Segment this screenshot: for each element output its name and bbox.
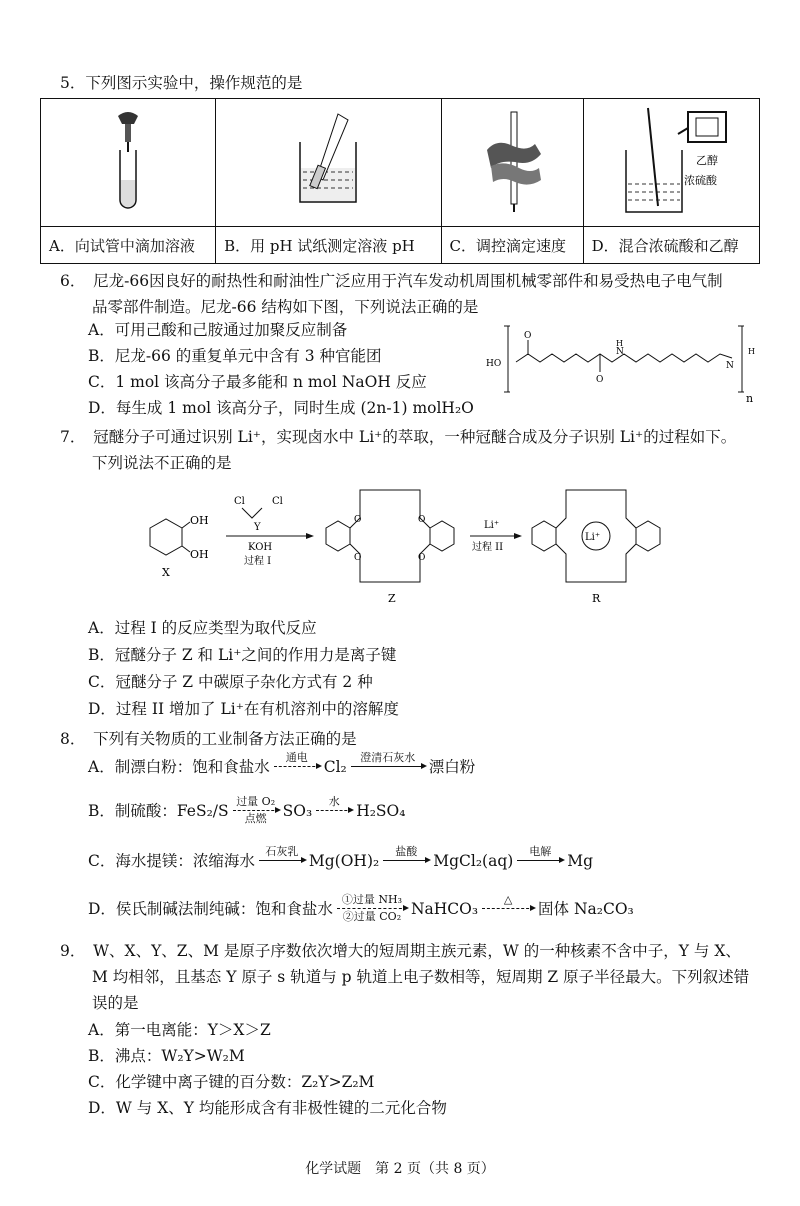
option-5c: C．调控滴定速度 xyxy=(441,227,583,264)
label-y: Y xyxy=(254,522,261,533)
option-8d-mid: NaHCO₃ xyxy=(410,899,479,918)
arrow-8b-1-top: 过量 O₂ xyxy=(236,795,276,808)
option-8c-prefix: C．海水提镁：浓缩海水 xyxy=(88,851,255,870)
option-8c-end: Mg xyxy=(567,851,594,870)
label-li-center: Li⁺ xyxy=(585,532,601,543)
label-r: R xyxy=(592,592,601,605)
arrow-8d-2-label: △ xyxy=(503,893,513,906)
question-7 xyxy=(60,424,760,476)
option-8a-mid: Cl₂ xyxy=(323,757,347,776)
label-o2: O xyxy=(596,375,604,385)
option-7d: D．过程 II 增加了 Li⁺在有机溶剂中的溶解度 xyxy=(88,700,399,718)
option-8c-mid2: MgCl₂(aq) xyxy=(433,851,514,870)
option-8d-prefix: D．侯氏制碱法制纯碱：饱和食盐水 xyxy=(88,899,333,918)
option-9a: A．第一电离能：Y＞X＞Z xyxy=(88,1021,271,1039)
option-7a: A．过程 I 的反应类型为取代反应 xyxy=(88,619,317,637)
option-8a-end: 漂白粉 xyxy=(428,757,476,776)
experiment-table xyxy=(40,98,760,264)
question-9-stem-1: 9． W、X、Y、Z、M 是原子序数依次增大的短周期主族元素，W 的一种核素不含中子，Y 与 X、 xyxy=(60,942,741,960)
option-8c xyxy=(88,846,593,875)
option-8b xyxy=(88,796,405,825)
option-8b-end: H₂SO₄ xyxy=(356,801,406,820)
option-8a-prefix: A．制漂白粉：饱和食盐水 xyxy=(88,757,270,776)
question-8-stem: 8． 下列有关物质的工业制备方法正确的是 xyxy=(60,730,357,748)
label-oh2: OH xyxy=(190,548,209,561)
option-8a xyxy=(88,752,475,781)
label-cl1: Cl xyxy=(234,496,245,507)
arrow-8d-1-top: ①过量 NH₃ xyxy=(341,893,402,906)
label-h1: H xyxy=(616,339,623,348)
question-9-stem-2: M 均相邻，且基态 Y 原子 s 轨道与 p 轨道上电子数相等，短周期 Z 原子半径最大。下列叙述错 xyxy=(92,968,750,986)
label-o1: O xyxy=(524,331,532,341)
option-5a: A．向试管中滴加溶液 xyxy=(41,227,216,264)
label-oh1: OH xyxy=(190,514,209,527)
arrow-8a-2-label: 澄清石灰水 xyxy=(360,751,416,764)
label-n2: N xyxy=(726,361,734,371)
option-8d-end: 固体 Na₂CO₃ xyxy=(538,899,634,918)
option-6d: D．每生成 1 mol 该高分子，同时生成 (2n-1) molH₂O xyxy=(88,399,474,417)
label-conc-sulfuric: 浓硫酸 xyxy=(684,173,718,187)
option-8b-mid: SO₃ xyxy=(282,801,313,820)
option-8b-prefix: B．制硫酸：FeS₂/S xyxy=(88,801,229,820)
arrow-8b-1-bottom: 点燃 xyxy=(244,812,267,825)
question-8 xyxy=(60,726,760,752)
question-7-stem-2: 下列说法不正确的是 xyxy=(92,454,232,472)
label-ho: HO xyxy=(486,359,502,369)
figure-b-ph-paper xyxy=(216,99,441,227)
option-9c: C．化学键中离子键的百分数：Z₂Y>Z₂M xyxy=(88,1073,375,1091)
label-z: Z xyxy=(388,592,396,605)
arrow-8b-2-label: 水 xyxy=(328,795,340,808)
option-6b: B．尼龙-66 的重复单元中含有 3 种官能团 xyxy=(88,347,382,365)
option-8d xyxy=(88,894,634,923)
option-7b: B．冠醚分子 Z 和 Li⁺之间的作用力是离子键 xyxy=(88,646,397,664)
label-o-z2: O xyxy=(418,515,426,525)
option-5d: D．混合浓硫酸和乙醇 xyxy=(583,227,759,264)
label-o-z1: O xyxy=(354,515,362,525)
label-n-subscript: n xyxy=(746,392,754,404)
label-o-z4: O xyxy=(418,553,426,563)
arrow-8d-1-bottom: ②过量 CO₂ xyxy=(342,910,402,923)
label-n1: N xyxy=(616,347,624,357)
option-6c: C．1 mol 该高分子最多能和 n mol NaOH 反应 xyxy=(88,373,427,391)
option-8c-mid1: Mg(OH)₂ xyxy=(308,851,380,870)
option-9d: D．W 与 X、Y 均能形成含有非极性键的二元化合物 xyxy=(88,1099,447,1117)
question-6 xyxy=(60,268,760,320)
question-7-stem-1: 7． 冠醚分子可通过识别 Li⁺，实现卤水中 Li⁺的萃取，一种冠醚合成及分子识别 Li⁺的过程如下。 xyxy=(60,428,737,446)
label-li-reagent: Li⁺ xyxy=(484,520,500,531)
label-step2: 过程 II xyxy=(472,542,504,553)
question-9-stem-3: 误的是 xyxy=(92,994,139,1012)
page-footer: 化学试题 第 2 页（共 8 页） xyxy=(305,1161,495,1177)
arrow-8c-3-label: 电解 xyxy=(529,845,552,858)
nylon-66-structure xyxy=(480,324,770,404)
label-h2: H xyxy=(748,347,755,356)
label-x: X xyxy=(162,566,170,579)
option-5b: B．用 pH 试纸测定溶液 pH xyxy=(216,227,441,264)
label-step1: 过程 I xyxy=(244,556,272,567)
label-o-z3: O xyxy=(354,553,362,563)
figure-d-mixing xyxy=(583,99,759,227)
label-cl2: Cl xyxy=(272,496,283,507)
arrow-8c-2-label: 盐酸 xyxy=(395,845,418,858)
question-6-stem-2: 品零部件制造。尼龙-66 结构如下图，下列说法正确的是 xyxy=(92,298,479,316)
label-ethanol: 乙醇 xyxy=(696,153,719,167)
question-5-stem: 5．下列图示实验中，操作规范的是 xyxy=(60,74,303,92)
crown-ether-scheme xyxy=(130,478,690,608)
option-9b: B．沸点：W₂Y>W₂M xyxy=(88,1047,245,1065)
option-6a: A．可用己酸和己胺通过加聚反应制备 xyxy=(88,321,348,339)
question-5 xyxy=(60,70,760,96)
question-9 xyxy=(60,938,760,1016)
label-koh: KOH xyxy=(248,542,273,553)
figure-a-dropper xyxy=(41,99,216,227)
arrow-8c-1-label: 石灰乳 xyxy=(265,845,299,858)
figure-c-titration xyxy=(441,99,583,227)
question-6-stem-1: 6． 尼龙-66因良好的耐热性和耐油性广泛应用于汽车发动机周围机械零部件和易受热电子电气制 xyxy=(60,272,723,290)
arrow-8a-1-label: 通电 xyxy=(285,751,308,764)
option-7c: C．冠醚分子 Z 中碳原子杂化方式有 2 种 xyxy=(88,673,373,691)
